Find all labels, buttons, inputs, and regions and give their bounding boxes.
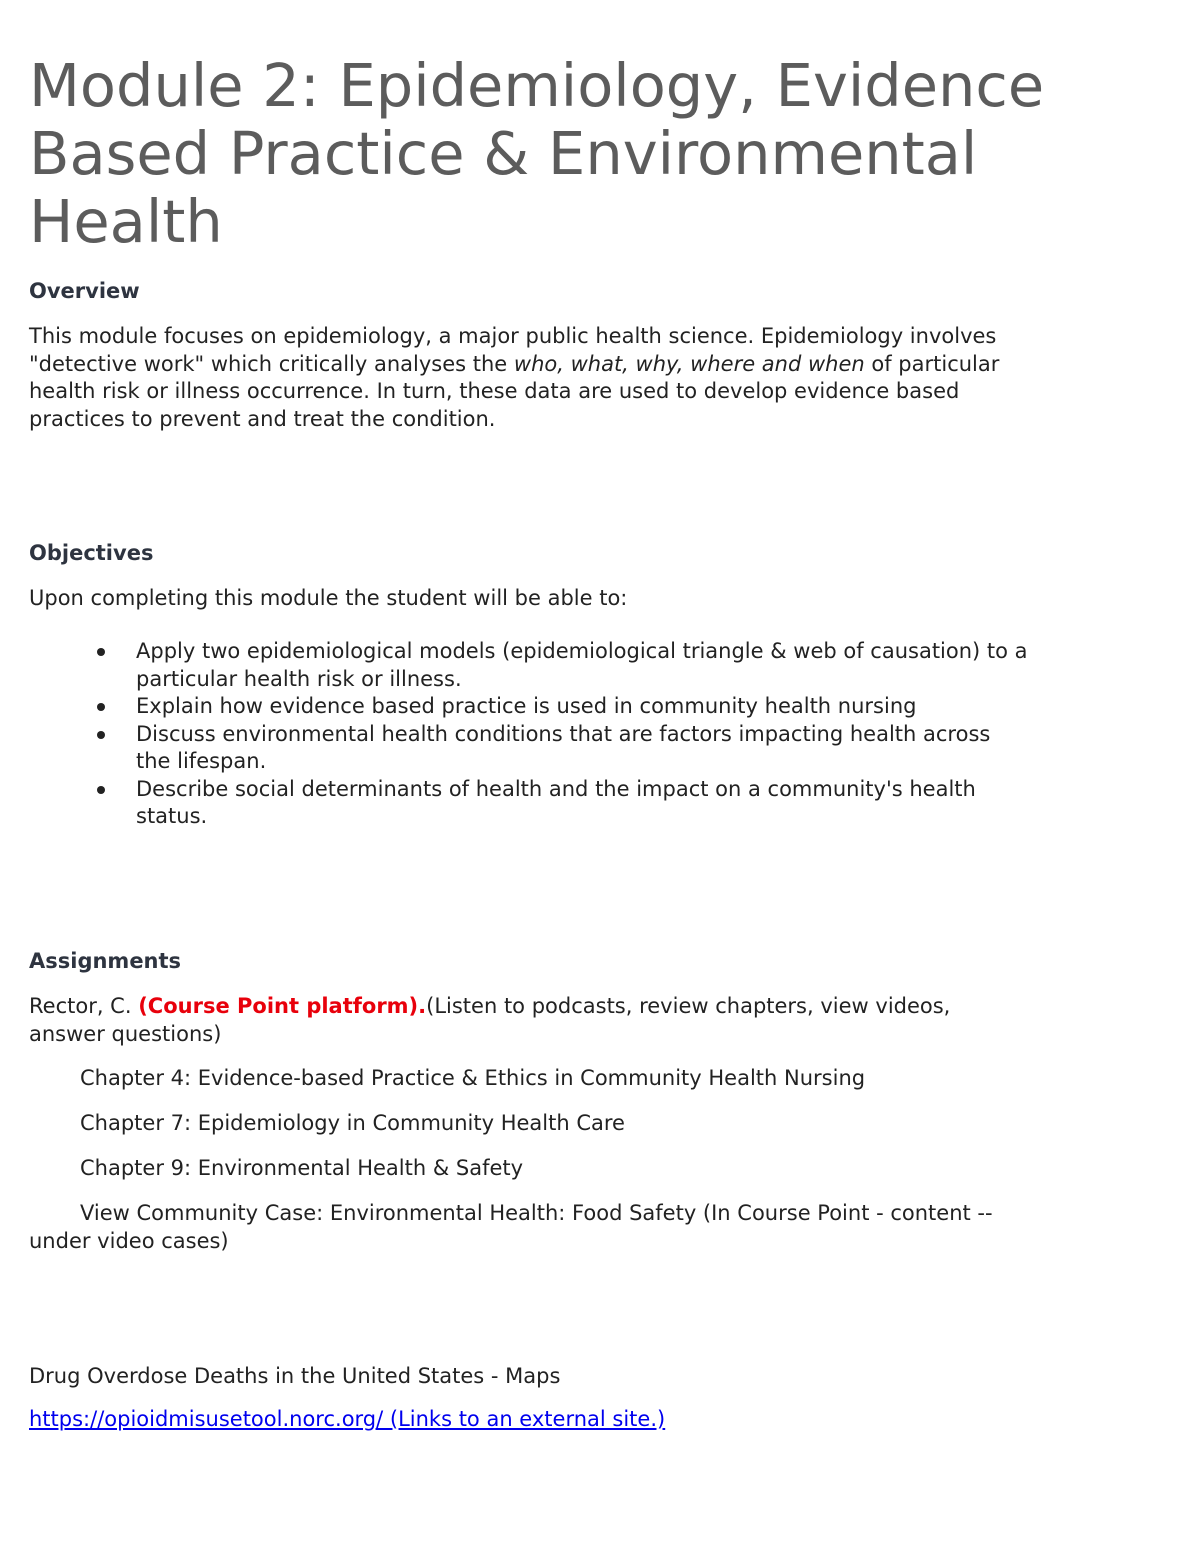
objective-item: Explain how evidence based practice is used in community health nursing (29, 693, 1029, 721)
overview-heading: Overview (29, 279, 140, 303)
maps-label: Drug Overdose Deaths in the United States - Maps (29, 1364, 561, 1388)
overview-paragraph (29, 323, 1029, 433)
course-point-platform: (Course Point platform). (138, 994, 427, 1018)
community-case-item: View Community Case: Environmental Health: Food Safety (In Course Point - content -- under video cases) (29, 1201, 993, 1253)
page-title: Module 2: Epidemiology, Evidence Based Practice & Environmental Health (29, 51, 1045, 256)
assignments-heading: Assignments (29, 949, 182, 973)
assignment-reference (29, 993, 1029, 1048)
bullet-icon (97, 703, 105, 711)
objectives-intro: Upon completing this module the student will be able to: (29, 586, 628, 610)
objectives-heading: Objectives (29, 541, 154, 565)
bullet-icon (97, 731, 105, 739)
reference-author: Rector, C. (29, 994, 139, 1018)
overview-text-italic: who, what, why, where and when (513, 351, 865, 376)
bullet-icon (97, 648, 105, 656)
opioid-tool-link[interactable]: https://opioidmisusetool.norc.org/ (Links to an external site.) (29, 1407, 666, 1431)
overview-text-part2: of particular health risk or illness occurrence. In turn, these data are used to develop evidence based practices to prevent and treat the condition. (29, 351, 1000, 431)
overview-text-part1: This module focuses on epidemiology, a major public health science. Epidemiology involves "detective work" which critically analyses the (29, 324, 997, 376)
chapter-7-item: Chapter 7: Epidemiology in Community Health Care (80, 1111, 625, 1135)
bullet-icon (97, 786, 105, 794)
objective-item: Apply two epidemiological models (epidemiological triangle & web of causation) to a particular health risk or illness. (29, 638, 1029, 693)
chapter-4-item: Chapter 4: Evidence-based Practice & Ethics in Community Health Nursing (80, 1066, 866, 1090)
chapter-9-item: Chapter 9: Environmental Health & Safety (80, 1156, 524, 1180)
reference-description: (Listen to podcasts, review chapters, view videos, answer questions) (29, 994, 951, 1046)
objectives-list (29, 638, 1029, 831)
objective-item: Discuss environmental health conditions that are factors impacting health across the lifespan. (29, 721, 1029, 776)
objective-item: Describe social determinants of health and the impact on a community's health status. (29, 776, 1029, 831)
